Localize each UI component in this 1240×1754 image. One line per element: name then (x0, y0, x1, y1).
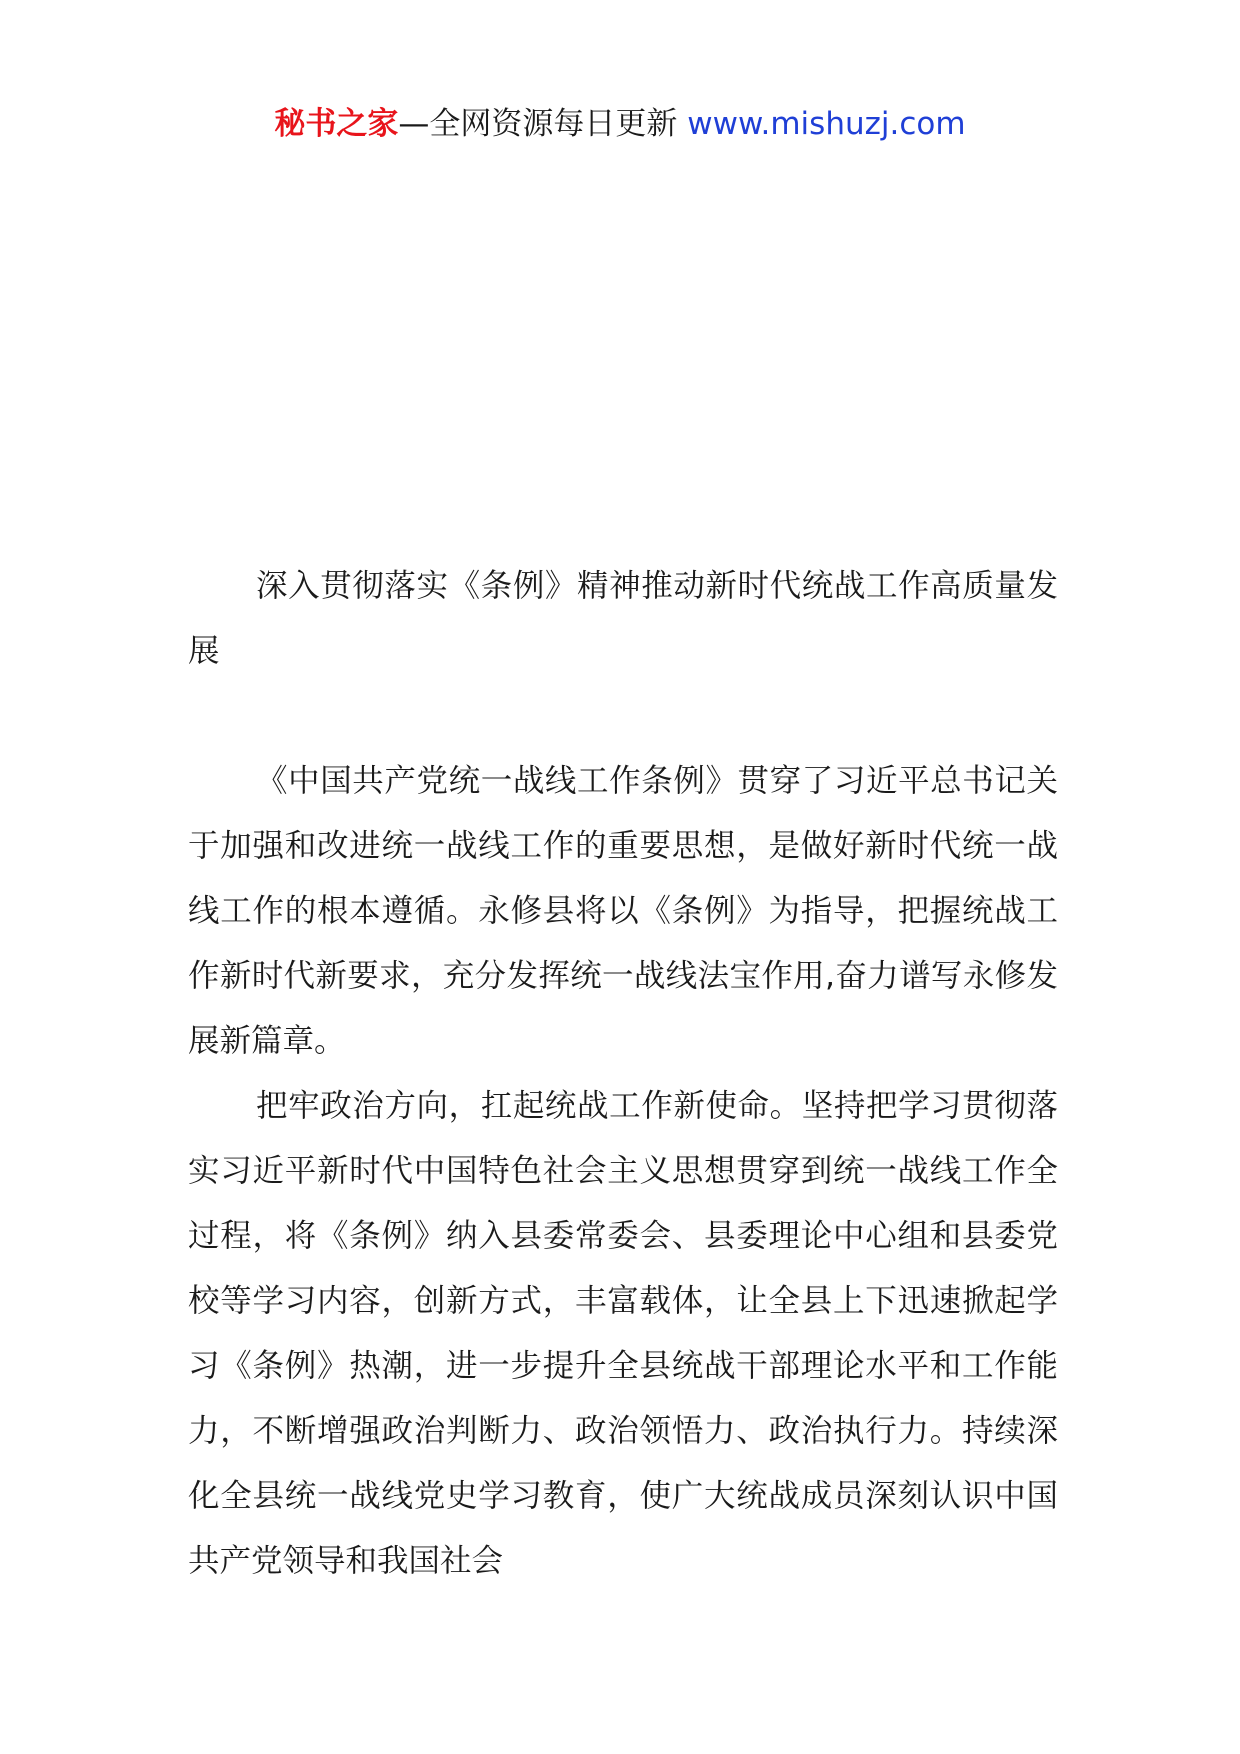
brand-name: 秘书之家 (274, 106, 399, 142)
paragraph-intro: 《中国共产党统一战线工作条例》贯穿了习近平总书记关于加强和改进统一战线工作的重要思想，是做好新时代统一战线工作的根本遵循。永修县将以《条例》为指导，把握统战工作新时代新要求，充分发挥统一战线法宝作用,奋力谱写永修发展新篇章。 (188, 763, 1058, 1059)
header-tagline: —全网资源每日更新 (398, 106, 688, 142)
site-url-link[interactable]: www.mishuzj.com (687, 106, 966, 142)
document-title: 深入贯彻落实《条例》精神推动新时代统战工作高质量发展 (188, 568, 1058, 669)
document-body (188, 554, 1058, 1594)
site-header (0, 102, 1240, 146)
paragraph-political-direction: 把牢政治方向，扛起统战工作新使命。坚持把学习贯彻落实习近平新时代中国特色社会主义思想贯穿到统一战线工作全过程，将《条例》纳入县委常委会、县委理论中心组和县委党校等学习内容，创新方式，丰富载体，让全县上下迅速掀起学习《条例》热潮，进一步提升全县统战干部理论水平和工作能力，不断增强政治判断力、政治领悟力、政治执行力。持续深化全县统一战线党史学习教育，使广大统战成员深刻认识中国共产党领导和我国社会 (188, 1088, 1058, 1579)
